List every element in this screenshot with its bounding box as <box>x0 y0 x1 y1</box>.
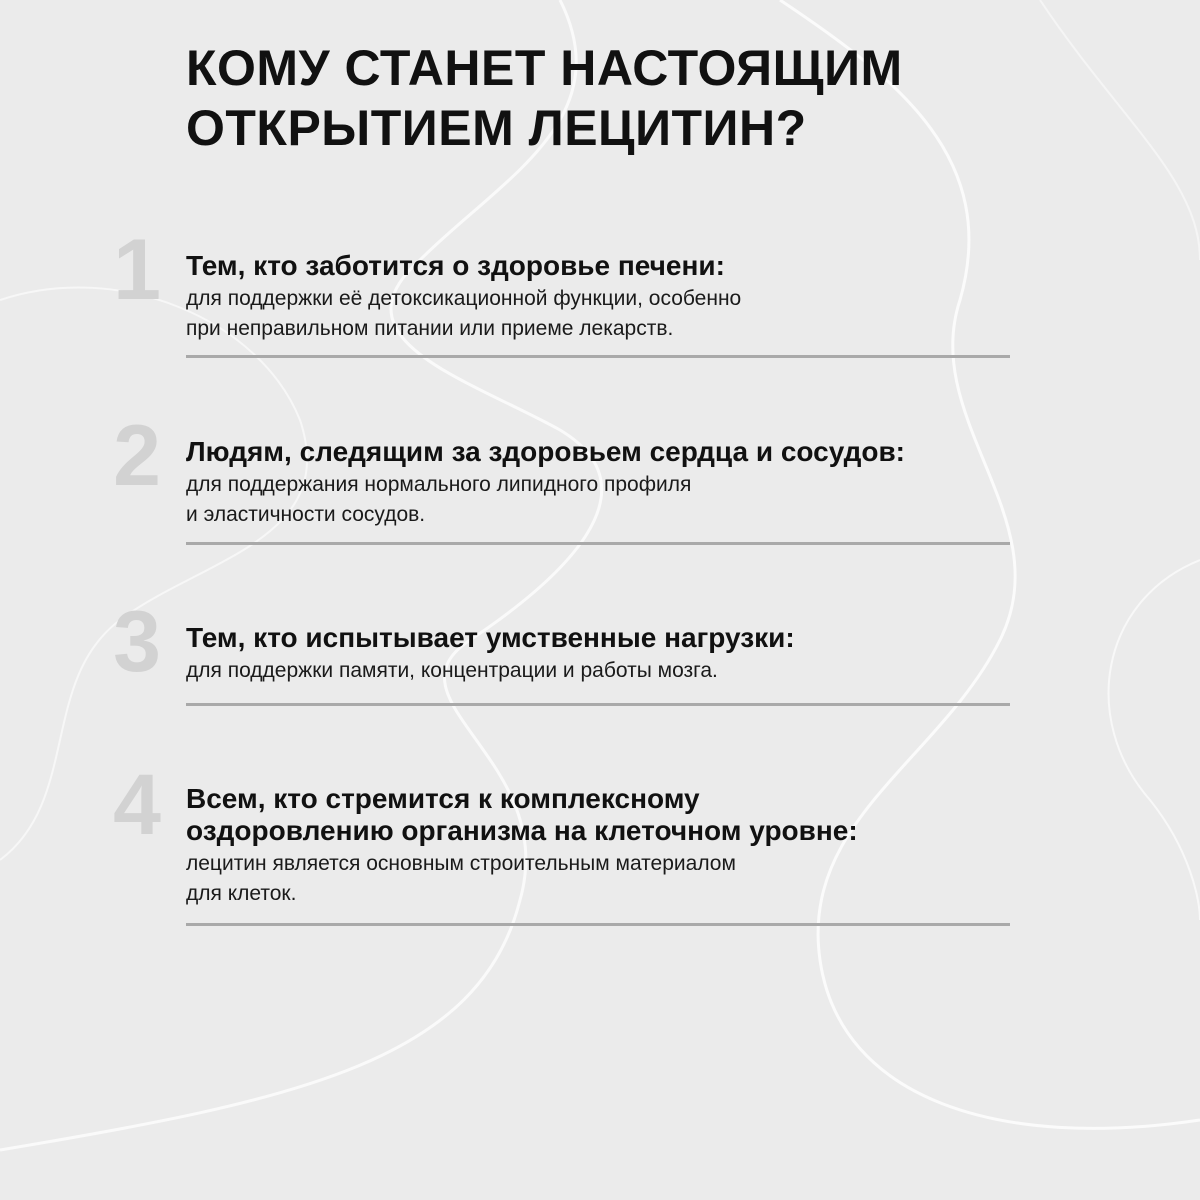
item-number: 3 <box>113 594 161 690</box>
item-heading <box>186 622 795 654</box>
item-body <box>186 849 736 909</box>
heading-line: Тем, кто испытывает умственные нагрузки: <box>186 622 795 653</box>
heading-line: оздоровлению организма на клеточном уровне: <box>186 815 858 846</box>
divider <box>186 923 1010 926</box>
page-title <box>186 38 903 158</box>
item-number: 2 <box>113 408 161 504</box>
item-heading <box>186 436 905 468</box>
title-line-2: ОТКРЫТИЕМ ЛЕЦИТИН? <box>186 100 807 156</box>
heading-line: Людям, следящим за здоровьем сердца и сосудов: <box>186 436 905 467</box>
item-body <box>186 656 718 686</box>
body-line: при неправильном питании или приеме лекарств. <box>186 317 674 340</box>
divider <box>186 703 1010 706</box>
item-body <box>186 284 741 344</box>
item-heading <box>186 250 725 282</box>
item-number: 1 <box>113 222 161 318</box>
item-number: 4 <box>113 757 161 853</box>
body-line: для поддержки её детоксикационной функции, особенно <box>186 287 742 310</box>
body-line: для поддержки памяти, концентрации и работы мозга. <box>186 659 718 682</box>
body-line: и эластичности сосудов. <box>186 503 426 526</box>
heading-line: Тем, кто заботится о здоровье печени: <box>186 250 725 281</box>
divider <box>186 542 1010 545</box>
item-body <box>186 470 691 530</box>
title-line-1: КОМУ СТАНЕТ НАСТОЯЩИМ <box>186 40 903 96</box>
divider <box>186 355 1010 358</box>
body-line: для поддержания нормального липидного профиля <box>186 473 692 496</box>
body-line: для клеток. <box>186 882 297 905</box>
item-heading <box>186 783 858 847</box>
heading-line: Всем, кто стремится к комплексному <box>186 783 700 814</box>
body-line: лецитин является основным строительным материалом <box>186 852 736 875</box>
